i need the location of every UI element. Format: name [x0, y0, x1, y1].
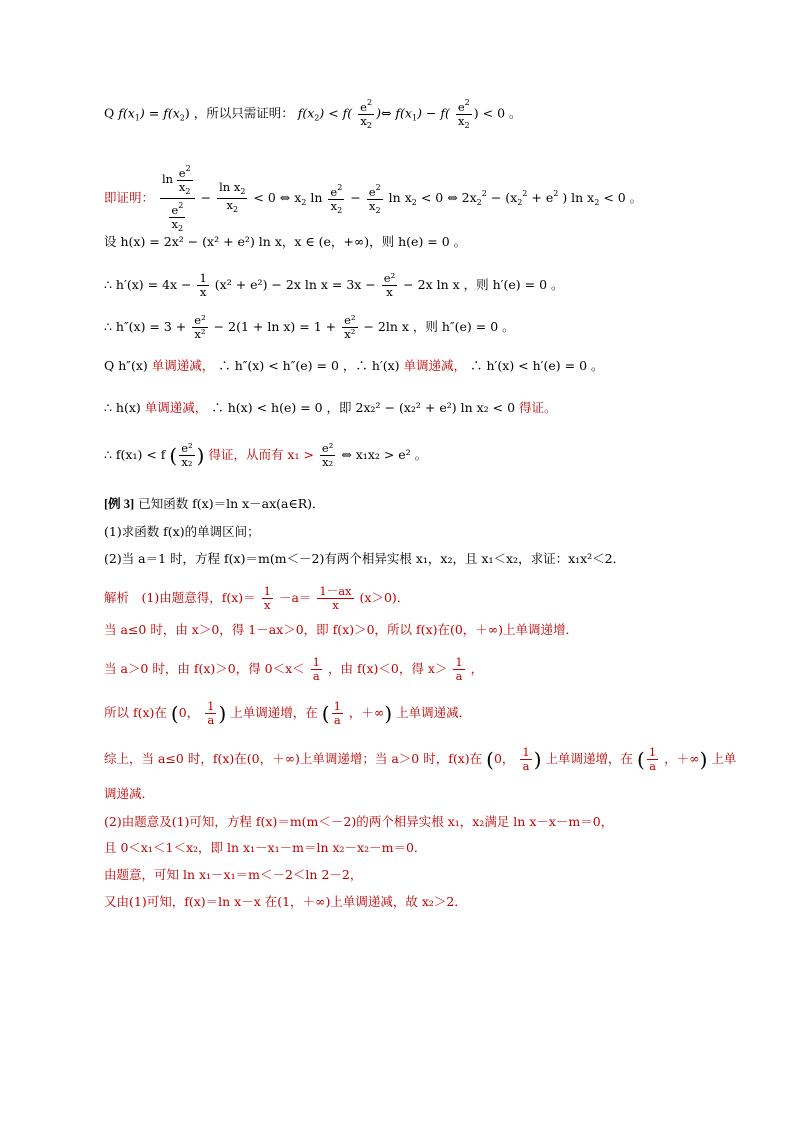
fraction: $\frac{e^2}{x_2}$	[330, 182, 343, 215]
solution-text: 由题意，可知 ln x₁－x₁＝m＜－2＜ln 2－2，	[104, 867, 363, 882]
math-text: )	[184, 105, 190, 121]
solution-line-5: 综上，当 a≤0 时，f(x)在(0，＋∞)上单调递增；当 a＞0 时，f(x)在 (0， $\frac{1}{a}$ ) 上单调递增，在 ( $\frac{1}{a}$ ，＋∞) 上单	[104, 745, 737, 773]
solution-text: 上单	[711, 751, 737, 766]
fraction: $\frac{1}{a}$	[207, 699, 215, 727]
math-text: ln	[310, 190, 323, 205]
math-text: −	[200, 190, 212, 205]
solution-text: 调递减．	[104, 786, 155, 801]
solution-line-10	[104, 894, 467, 910]
solution-text: 且 0＜x₁＜1＜x₂，即 ln x₁－x₁－m＝ln x₂－x₂－m＝0．	[104, 840, 427, 855]
example-heading	[104, 496, 325, 512]
proof-line-5	[104, 314, 515, 341]
solution-text: 解析 (1)由题意得，f(x)＝	[104, 590, 256, 605]
math-text: ∴ h′(x) < h′(e) = 0 。	[470, 358, 604, 373]
math-text: < 0 ⇔ 2x	[420, 190, 477, 205]
fraction: $\frac{1}{a}$	[312, 655, 320, 683]
solution-text: ，由 f(x)＜0，得 x＞	[327, 661, 448, 676]
fraction: $\frac{\ln x_2}{x_2}$	[219, 180, 246, 214]
fraction: $\frac{1}{x}$	[263, 584, 271, 612]
solution-text: 又由(1)可知，f(x)＝ln x－x 在(1，＋∞)上单调递减，故 x₂＞2．	[104, 894, 467, 909]
math-text: ∴ h′(x) = 4x −	[104, 277, 192, 292]
solution-line-1	[104, 585, 409, 612]
solution-text: －a＝	[278, 590, 312, 605]
math-text: (x² + e²) − 2x ln x = 3x −	[214, 277, 376, 292]
proof-line-8: ∴ f(x₁) < f ( $\frac{\text{e²}}{\text{x₂}}$ ) 得证，从而有 x₁ > $\frac{\text{e²}}{\text{x₂}}$ ⇔ x₁x₂ > e² 。	[104, 441, 428, 469]
solution-text: 当 a＞0 时，由 f(x)＞0，得 0＜x＜	[104, 661, 305, 676]
solution-text: (2)由题意及(1)可知，方程 f(x)＝m(m＜－2)的两个相异实根 x₁，x₂满足 ln x－x－m＝0，	[104, 814, 614, 829]
fraction: $\frac{\text{e²}}{\text{x₂}}$	[321, 441, 334, 469]
solution-text: 0，	[178, 705, 200, 720]
fraction: $\frac{1}{a}$	[455, 655, 463, 683]
solution-line-8	[104, 840, 426, 856]
proof-label: 即证明：	[104, 190, 155, 205]
math-text: ⇔ x₁x₂ > e² 。	[341, 447, 428, 462]
proof-line-4	[104, 272, 564, 299]
math-text: ln x	[388, 190, 412, 205]
math-text: − 2x ln x ，则 h′(e) = 0 。	[403, 277, 564, 292]
math-text: ) ln x	[562, 190, 595, 205]
question-text: (1)求函数 f(x)的单调区间；	[104, 524, 260, 539]
math-text: )⇔ f(x	[376, 105, 412, 121]
fraction: $\frac{1-ax}{x}$	[319, 584, 352, 612]
fraction: $\frac{e^2}{x_2}$	[360, 98, 373, 130]
math-text: ∴ f(x₁) < f	[104, 447, 166, 462]
proof-text: 单调递减，	[151, 358, 215, 373]
math-text: f(x	[297, 105, 315, 121]
solution-text: ，	[470, 661, 484, 676]
fraction: $\frac{\text{e²}}{x}$	[383, 271, 396, 299]
fraction: $\frac{1}{x}$	[199, 271, 207, 299]
example-tag: [例 3]	[104, 497, 135, 511]
math-text: −	[350, 190, 361, 205]
solution-text: 当 a≤0 时，由 x＞0，得 1－ax＞0，即 f(x)＞0，所以 f(x)在(0，＋∞)上单调递增．	[104, 622, 579, 637]
math-text: ) < 0 。	[473, 105, 522, 121]
proof-text: 单调递减，	[403, 358, 467, 373]
math-text: ) = f(x	[139, 105, 180, 121]
solution-text: (x＞0)．	[359, 590, 410, 605]
solution-text: ，＋∞	[664, 751, 700, 766]
solution-text: 上单调递增，在	[545, 751, 634, 766]
math-text: + e	[531, 190, 554, 205]
math-text: Q h″(x)	[104, 358, 148, 373]
math-text: − (x	[490, 190, 518, 205]
solution-line-4: 所以 f(x)在 (0， $\frac{1}{a}$ ) 上单调递增，在 ( $\frac{1}{a}$ ，＋∞) 上单调递减．	[104, 699, 472, 727]
example-statement: 已知函数 f(x)＝ln x－ax(a∈R)．	[138, 496, 325, 511]
math-text: ∴ h(x) < h(e) = 0 ，即 2x₂² − (x₂² + e²) ln x₂ < 0	[211, 400, 516, 415]
compound-fraction: ln $\frac{e^2}{x_2}$ $\frac{e^2}{x_2}$	[160, 162, 195, 235]
proof-text: 得证。	[519, 400, 557, 415]
math-text: − 2ln x ，则 h″(e) = 0 。	[363, 319, 515, 334]
fraction: $\frac{\text{e²}}{\text{x²}}$	[194, 313, 206, 341]
math-text: ∴ h(x)	[104, 400, 141, 415]
fraction: $\frac{e^2}{x_2}$	[368, 182, 381, 215]
math-text: < 0 。	[603, 190, 643, 205]
math-text: f(x	[118, 105, 135, 121]
because-symbol: Q	[104, 105, 115, 121]
fraction: $\frac{\text{e²}}{\text{x²}}$	[344, 313, 356, 341]
solution-text: 上单调递减．	[396, 705, 472, 720]
proof-text: ，所以只需证明：	[193, 105, 294, 121]
proof-line-6	[104, 358, 604, 374]
math-text: ) − f(	[417, 105, 450, 121]
solution-text: 0，	[493, 751, 515, 766]
solution-line-9	[104, 867, 362, 883]
fraction: $\frac{e^2}{x_2}$	[457, 98, 470, 130]
fraction: $\frac{1}{a}$	[333, 699, 341, 727]
proof-line-1: Q $f(x_1) = f(x_2)$ ，所以只需证明： $f(x_2) < f$( $\frac{e^2}{x_2}$ )⇔ $f(x_1) - f$( $\frac{e^2}{x_2}$ ) < 0 。	[104, 98, 522, 130]
proof-line-7	[104, 400, 557, 416]
math-text: − 2(1 + ln x) = 1 +	[213, 319, 337, 334]
math-text: ∴ h″(x) < h″(e) = 0 ，∴ h′(x)	[218, 358, 400, 373]
question-1	[104, 524, 260, 540]
solution-line-6	[104, 786, 154, 802]
solution-text: 所以 f(x)在	[104, 705, 167, 720]
fraction: $\frac{1}{a}$	[522, 745, 530, 773]
proof-text: 得证，从而有 x₁ >	[208, 447, 314, 462]
solution-line-3	[104, 656, 483, 683]
fraction: $\frac{\text{e²}}{\text{x₂}}$	[181, 441, 193, 469]
proof-text: 单调递减，	[144, 400, 208, 415]
math-text: < 0 ⇔ x	[253, 190, 302, 205]
question-text: (2)当 a＝1 时，方程 f(x)＝m(m＜－2)有两个相异实根 x₁，x₂，且 x₁＜x₂，求证：x₁x²＜2．	[104, 551, 626, 566]
question-2	[104, 551, 625, 567]
proof-line-2: 即证明： ln $\frac{e^2}{x_2}$ $\frac{e^2}{x_2}$ − $\frac{\ln x_2}{x_2}$ < 0 ⇔ $x_2$ ln $\frac{e^2}{x_2}$ − $\frac{e^2}{x_2}$ $\ln x_2 < 0$ ⇔ $2x_2^2 - (x_2^2 + e^2$ ) $\ln x_2 < 0$ 。	[104, 164, 643, 233]
solution-line-7	[104, 814, 613, 830]
math-text: ) < f(	[319, 105, 353, 121]
math-text: ∴ h″(x) = 3 +	[104, 319, 187, 334]
solution-text: 上单调递增，在	[230, 705, 318, 720]
proof-line-3	[104, 234, 466, 250]
fraction: $\frac{1}{a}$	[648, 745, 657, 773]
solution-text: 综上，当 a≤0 时，f(x)在(0，＋∞)上单调递增；当 a＞0 时，f(x)在	[104, 751, 483, 766]
proof-text: 设 h(x) = 2x² − (x² + e²) ln x，x ∈ (e，+∞)，则 h(e) = 0 。	[104, 234, 467, 249]
solution-line-2	[104, 622, 578, 638]
solution-text: ，＋∞	[348, 705, 385, 720]
